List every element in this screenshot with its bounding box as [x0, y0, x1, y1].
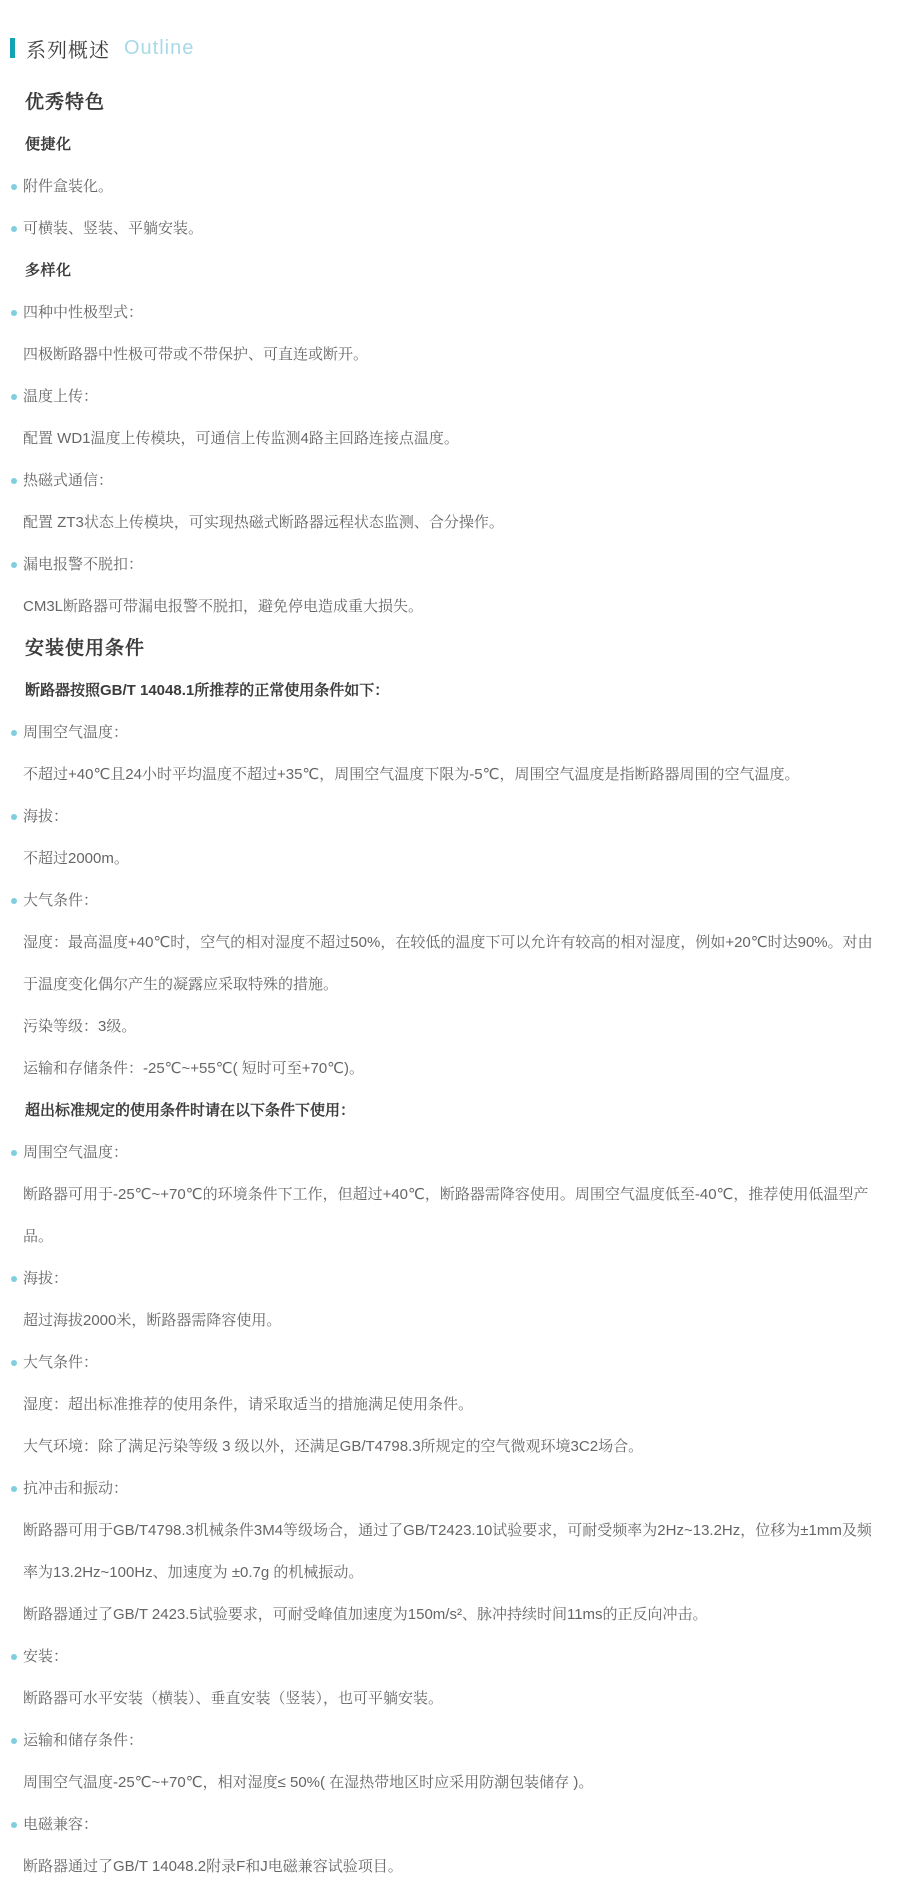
bullet-text: 抗冲击和振动： [23, 1480, 129, 1497]
document-body [10, 82, 880, 1888]
bold-note: 超出标准规定的使用条件时请在以下条件下使用： [25, 1102, 356, 1119]
paragraph: 污染等级：3级。 [23, 1018, 137, 1035]
sub-heading: 多样化 [25, 262, 72, 279]
paragraph: 运输和存储条件：-25℃~+55℃( 短时可至+70℃)。 [23, 1060, 365, 1077]
bullet-item [10, 166, 880, 208]
bullet-item [10, 880, 880, 922]
bullet-dot-icon [11, 1360, 17, 1366]
section-header [10, 36, 880, 60]
paragraph: 断路器通过了GB/T 14048.2附录F和J电磁兼容试验项目。 [23, 1858, 403, 1875]
bullet-dot-icon [11, 814, 17, 820]
paragraph: 不超过+40℃且24小时平均温度不超过+35℃，周围空气温度下限为-5℃，周围空气温度是指断路器周围的空气温度。 [23, 766, 800, 783]
bullet-item [10, 292, 880, 334]
bullet-dot-icon [11, 898, 17, 904]
bullet-item [10, 208, 880, 250]
bullet-item [10, 796, 880, 838]
paragraph: 超过海拔2000米，断路器需降容使用。 [23, 1312, 282, 1329]
paragraph: 四极断路器中性极可带或不带保护、可直连或断开。 [23, 346, 369, 363]
bullet-item [10, 544, 880, 586]
paragraph: CM3L断路器可带漏电报警不脱扣，避免停电造成重大损失。 [23, 598, 424, 615]
bullet-item [10, 1342, 880, 1384]
bullet-item [10, 460, 880, 502]
bullet-item [10, 1468, 880, 1510]
bullet-text: 可横装、竖装、平躺安装。 [23, 220, 204, 237]
bullet-dot-icon [11, 1654, 17, 1660]
bullet-dot-icon [11, 562, 17, 568]
bullet-dot-icon [11, 1486, 17, 1492]
sub-heading: 便捷化 [25, 136, 72, 153]
paragraph: 断路器可水平安装（横装）、垂直安装（竖装），也可平躺安装。 [23, 1690, 444, 1707]
section-heading: 安装使用条件 [25, 638, 146, 659]
paragraph: 湿度：最高温度+40℃时，空气的相对湿度不超过50%，在较低的温度下可以允许有较高的相对湿度，例如+20℃时达90%。对由于温度变化偶尔产生的凝露应采取特殊的措施。 [23, 934, 873, 993]
bullet-text: 热磁式通信： [23, 472, 114, 489]
paragraph: 配置 WD1温度上传模块，可通信上传监测4路主回路连接点温度。 [23, 430, 459, 447]
bullet-dot-icon [11, 1738, 17, 1744]
bullet-dot-icon [11, 1276, 17, 1282]
bullet-item [10, 1636, 880, 1678]
bullet-dot-icon [11, 478, 17, 484]
bullet-text: 四种中性极型式： [23, 304, 144, 321]
paragraph: 配置 ZT3状态上传模块，可实现热磁式断路器远程状态监测、合分操作。 [23, 514, 504, 531]
section-marker-bar-icon [10, 38, 15, 58]
paragraph: 断路器通过了GB/T 2423.5试验要求，可耐受峰值加速度为150m/s²、脉冲持续时间11ms的正反向冲击。 [23, 1606, 708, 1623]
bullet-item [10, 1720, 880, 1762]
bullet-dot-icon [11, 226, 17, 232]
bullet-item [10, 1258, 880, 1300]
bullet-text: 海拔： [23, 1270, 69, 1287]
bullet-text: 大气条件： [23, 1354, 99, 1371]
bullet-item [10, 1132, 880, 1174]
section-heading: 优秀特色 [25, 92, 106, 113]
section-title-zh: 系列概述 [26, 39, 110, 62]
bullet-dot-icon [11, 184, 17, 190]
bullet-item [10, 712, 880, 754]
bullet-text: 大气条件： [23, 892, 99, 909]
paragraph: 断路器可用于-25℃~+70℃的环境条件下工作，但超过+40℃，断路器需降容使用。周围空气温度低至-40℃，推荐使用低温型产品。 [23, 1186, 869, 1245]
bullet-dot-icon [11, 310, 17, 316]
bullet-text: 温度上传： [23, 388, 99, 405]
bullet-dot-icon [11, 1150, 17, 1156]
section-title-en: Outline [124, 36, 195, 59]
paragraph: 大气环境：除了满足污染等级 3 级以外，还满足GB/T4798.3所规定的空气微观环境3C2场合。 [23, 1438, 644, 1455]
bullet-text: 周围空气温度： [23, 724, 129, 741]
bullet-text: 周围空气温度： [23, 1144, 129, 1161]
bullet-dot-icon [11, 394, 17, 400]
bullet-dot-icon [11, 1822, 17, 1828]
bold-note: 断路器按照GB/T 14048.1所推荐的正常使用条件如下： [25, 682, 390, 699]
bullet-text: 海拔： [23, 808, 69, 825]
paragraph: 不超过2000m。 [23, 850, 129, 867]
bullet-text: 漏电报警不脱扣： [23, 556, 144, 573]
bullet-text: 电磁兼容： [23, 1816, 99, 1833]
paragraph: 周围空气温度-25℃~+70℃，相对湿度≤ 50%( 在湿热带地区时应采用防潮包装储存 )。 [23, 1774, 594, 1791]
bullet-dot-icon [11, 730, 17, 736]
paragraph: 湿度：超出标准推荐的使用条件，请采取适当的措施满足使用条件。 [23, 1396, 474, 1413]
bullet-item [10, 1804, 880, 1846]
bullet-item [10, 376, 880, 418]
paragraph: 断路器可用于GB/T4798.3机械条件3M4等级场合，通过了GB/T2423.10试验要求，可耐受频率为2Hz~13.2Hz，位移为±1mm及频率为13.2Hz~100Hz、加速度为 ±0.7g 的机械振动。 [23, 1522, 872, 1581]
bullet-text: 附件盒装化。 [23, 178, 114, 195]
bullet-text: 运输和储存条件： [23, 1732, 144, 1749]
bullet-text: 安装： [23, 1648, 69, 1665]
